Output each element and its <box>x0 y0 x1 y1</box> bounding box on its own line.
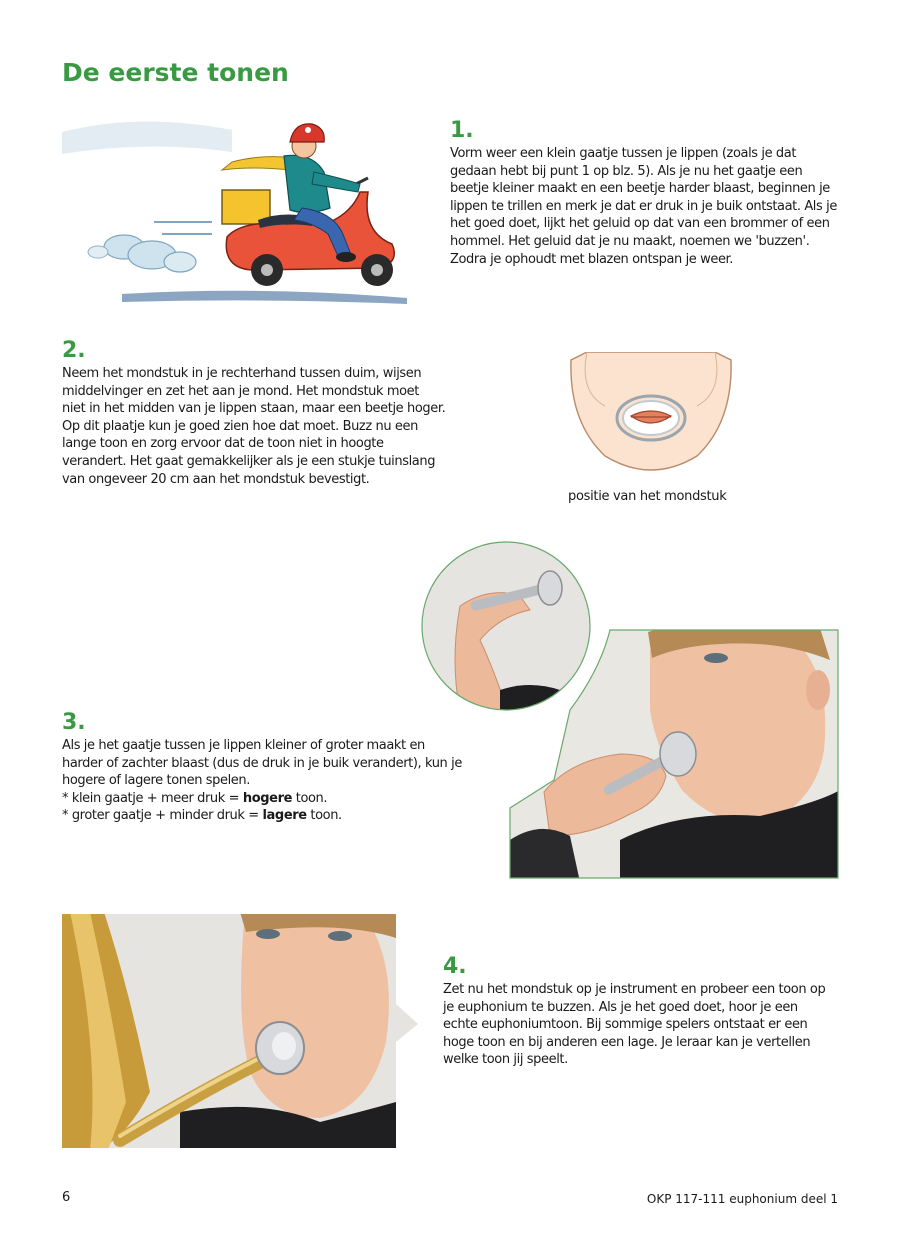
bullet-higher-pre: * klein gaatje + meer druk = <box>62 790 243 806</box>
page-title: De eerste tonen <box>62 58 289 87</box>
step-3-bullet-higher <box>62 790 462 808</box>
step-1 <box>450 120 840 268</box>
step-2 <box>62 340 446 488</box>
step-3 <box>62 712 462 825</box>
step-1-text: Vorm weer een klein gaatje tussen je lippen (zoals je dat gedaan hebt bij punt 1 op blz. 5). Als je nu het gaatje een beetje kleiner maakt en een beetje harder blaast, beginnen je lippen te trillen en merk je dat er druk in je buik ontstaat. Als je het goed doet, lijkt het geluid op dat van een brommer of een hommel. Het geluid dat je nu maakt, noemen we 'buzzen'. Zodra je ophoudt met blazen ontspan je weer. <box>450 146 837 267</box>
scooter-illustration <box>62 112 414 308</box>
step-3-number: 3. <box>62 710 86 735</box>
step-4-text: Zet nu het mondstuk op je instrument en probeer een toon op je euphonium te buzzen. Als je het goed doet, hoor je een echte euphoniumtoon. Bij sommige spelers ontstaat er een hoge toon en bij anderen een lage. Je leraar kan je vertellen welke toon jij speelt. <box>443 982 826 1068</box>
step-4 <box>443 956 831 1069</box>
step-2-text: Neem het mondstuk in je rechterhand tussen duim, wijsen middelvinger en zet het aan je mond. Het mondstuk moet niet in het midden van je lippen staan, maar een beetje hoger. Op dit plaatje kun je goed zien hoe dat moet. Buzz nu een lange toon en zorg ervoor dat de toon niet in hoogte verandert. Het gaat gemakkelijker als je een stukje tuinslang van ongeveer 20 cm aan het mondstuk bevestigt. <box>62 366 446 487</box>
bullet-lower-bold: lagere <box>262 808 307 824</box>
bullet-higher-bold: hogere <box>242 790 293 806</box>
mouthpiece-caption: positie van het mondstuk <box>568 489 727 504</box>
photo-playing-euphonium <box>60 912 422 1150</box>
step-1-number: 1. <box>450 118 474 143</box>
bullet-lower-pre: * groter gaatje + minder druk = <box>62 808 263 824</box>
step-3-text: Als je het gaatje tussen je lippen kleiner of groter maakt en harder of zachter blaast (dus de druk in je buik verandert), kun je hogere of lagere tonen spelen. <box>62 738 462 789</box>
step-2-number: 2. <box>62 338 86 363</box>
bullet-lower-post: toon. <box>306 808 342 824</box>
photo-buzzing-mouthpiece <box>420 540 840 882</box>
bullet-higher-post: toon. <box>292 790 328 806</box>
step-3-bullet-lower <box>62 807 462 825</box>
mouthpiece-position-illustration <box>565 352 737 484</box>
publication-reference: OKP 117-111 euphonium deel 1 <box>646 1192 838 1206</box>
step-4-number: 4. <box>443 954 467 979</box>
page-number: 6 <box>62 1190 71 1205</box>
